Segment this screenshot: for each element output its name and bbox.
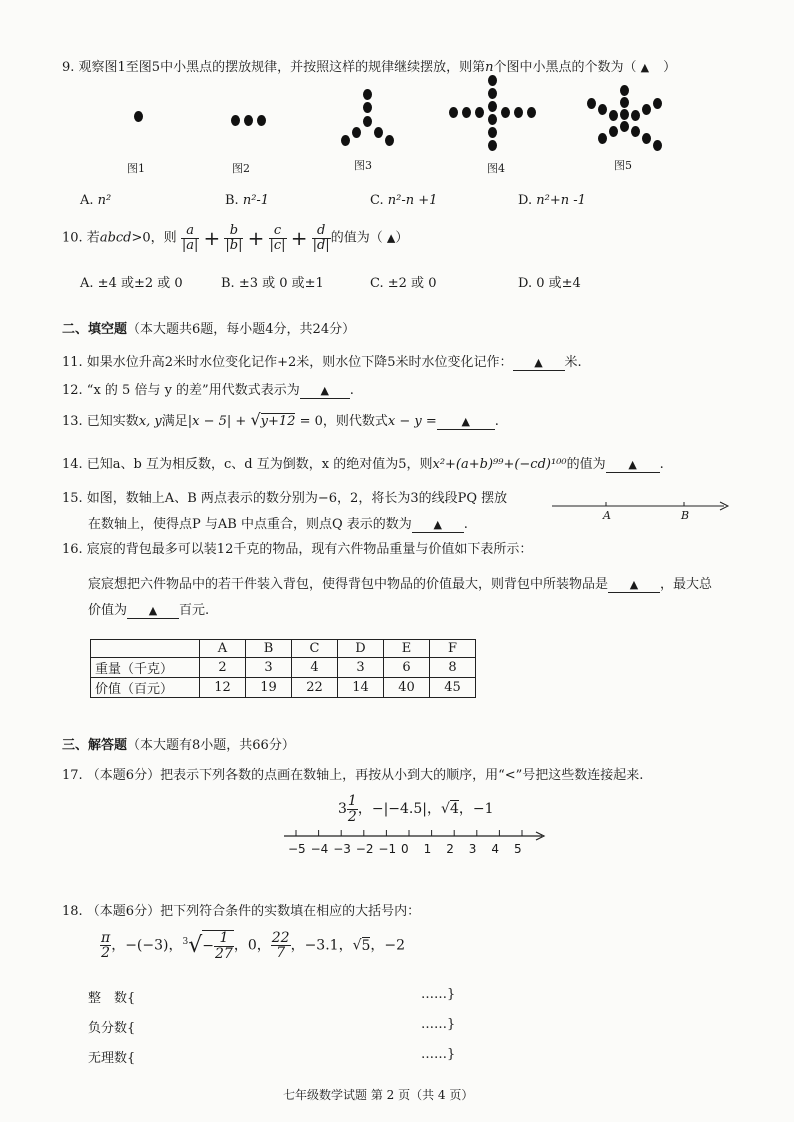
q9-option-c: C. n²-n +1 <box>370 193 438 208</box>
figure-label: 图3 <box>354 159 372 172</box>
category-negative-fractions-end: ……} <box>421 1017 456 1032</box>
items-table <box>90 639 476 698</box>
tick-label: 0 <box>401 842 409 856</box>
q17-tick-labels <box>280 842 550 860</box>
q11: 11. 如果水位升高2米时水位变化记作+2米，则水位下降5米时水位变化记作： ▲ 米. <box>62 355 582 370</box>
q15-number-line <box>548 496 734 526</box>
q18-numbers: $\frac{\pi}{2}$ ，−(−3)，$^3$√− $\frac{1}{27}$ ，0， $\frac{22}{7}$ ，−3.1，√5，−2 <box>101 929 406 962</box>
q16-line3: 价值为 ▲ 百元. <box>88 603 210 618</box>
q9-option-d: D. n²+n -1 <box>518 193 586 208</box>
q15-line1: 15. 如图，数轴上A、B 两点表示的数分别为−6，2，将长为3的线段PQ 摆放 <box>62 491 508 506</box>
category-irrationals: 无理数{ <box>88 1051 136 1066</box>
tick-label: 4 <box>491 842 500 856</box>
q9-option-b: B. n²-1 <box>225 193 270 208</box>
q9-option-a: A. n² <box>80 193 112 208</box>
table-row: 价值（百元） 12 19 22 14 40 45 <box>91 678 476 698</box>
category-irrationals-end: ……} <box>421 1047 456 1062</box>
category-negative-fractions: 负分数{ <box>88 1021 136 1036</box>
tick-label: 3 <box>468 842 477 856</box>
category-integers: 整 数{ <box>88 991 136 1006</box>
point-b-label: B <box>681 509 690 522</box>
q9-stem: 9. 观察图1至图5中小黑点的摆放规律，并按照这样的规律继续摆放，则第n个图中小黑点的个数为（ ▲ ） <box>62 60 677 75</box>
figure-label: 图1 <box>127 162 145 175</box>
tick-label: −2 <box>355 842 374 856</box>
q15-line2: 在数轴上，使得点P 与AB 中点重合，则点Q 表示的数为 ▲ . <box>88 517 468 532</box>
tick-label: −5 <box>288 842 306 856</box>
tick-label: −4 <box>310 842 329 856</box>
q13: 13. 已知实数x, y满足|x − 5| + √y+12 = 0，则代数式x − y = ▲ . <box>62 410 499 429</box>
q12: 12. “x 的 5 倍与 y 的差”用代数式表示为 ▲ . <box>62 383 354 398</box>
table-row: 重量（千克） 2 3 4 3 6 8 <box>91 658 476 678</box>
tick-label: −3 <box>333 842 351 856</box>
section-2-heading: 二、填空题（本大题共6题，每小题4分，共24分） <box>62 322 356 337</box>
q18-stem: 18. （本题6分）把下列符合条件的实数填在相应的大括号内： <box>62 904 421 919</box>
section-3-heading: 三、解答题（本大题有8小题，共66分） <box>62 738 295 753</box>
q14: 14. 已知a、b 互为相反数，c、d 互为倒数，x 的绝对值为5，则x²+(a+b)⁹⁹+(−cd)¹⁰⁰的值为 ▲ . <box>62 457 664 472</box>
q10-stem: 10. 若abcd>0，则 $\frac{a}{|a|}$ + $\frac{b}{|b|}$ + $\frac{c}{|c|}$ + $\frac{d}{|d|}$ 的值为（ ▲） <box>62 223 409 253</box>
tick-label: 1 <box>423 842 432 856</box>
figure-label: 图5 <box>614 159 632 172</box>
category-integers-end: ……} <box>421 987 456 1002</box>
q10-option-b: B. ±3 或 0 或±1 <box>221 276 324 291</box>
tick-label: 2 <box>446 842 454 856</box>
q10-option-d: D. 0 或±4 <box>518 276 581 291</box>
table-header-row: A B C D E F <box>91 640 476 658</box>
q17-stem: 17. （本题6分）把表示下列各数的点画在数轴上，再按从小到大的顺序，用“<”号把这些数连接起来. <box>62 768 644 783</box>
q10-option-a: A. ±4 或±2 或 0 <box>80 276 183 291</box>
page-footer: 七年级数学试题 第 2 页（共 4 页） <box>283 1088 474 1102</box>
q10-option-c: C. ±2 或 0 <box>370 276 437 291</box>
tick-label: 5 <box>514 842 522 856</box>
tick-label: −1 <box>378 842 397 856</box>
point-a-label: A <box>603 509 611 522</box>
figure-label: 图2 <box>232 162 250 175</box>
q16-line1: 16. 宸宸的背包最多可以装12千克的物品，现有六件物品重量与价值如下表所示： <box>62 542 533 557</box>
figure-label: 图4 <box>487 162 505 175</box>
q17-numbers: 3 $\frac{1}{2}$ ，−|−4.5|，√4，−1 <box>338 793 494 825</box>
q16-line2: 宸宸想把六件物品中的若干件装入背包，使得背包中物品的价值最大，则背包中所装物品是 ▲ ，最大总 <box>88 577 713 592</box>
